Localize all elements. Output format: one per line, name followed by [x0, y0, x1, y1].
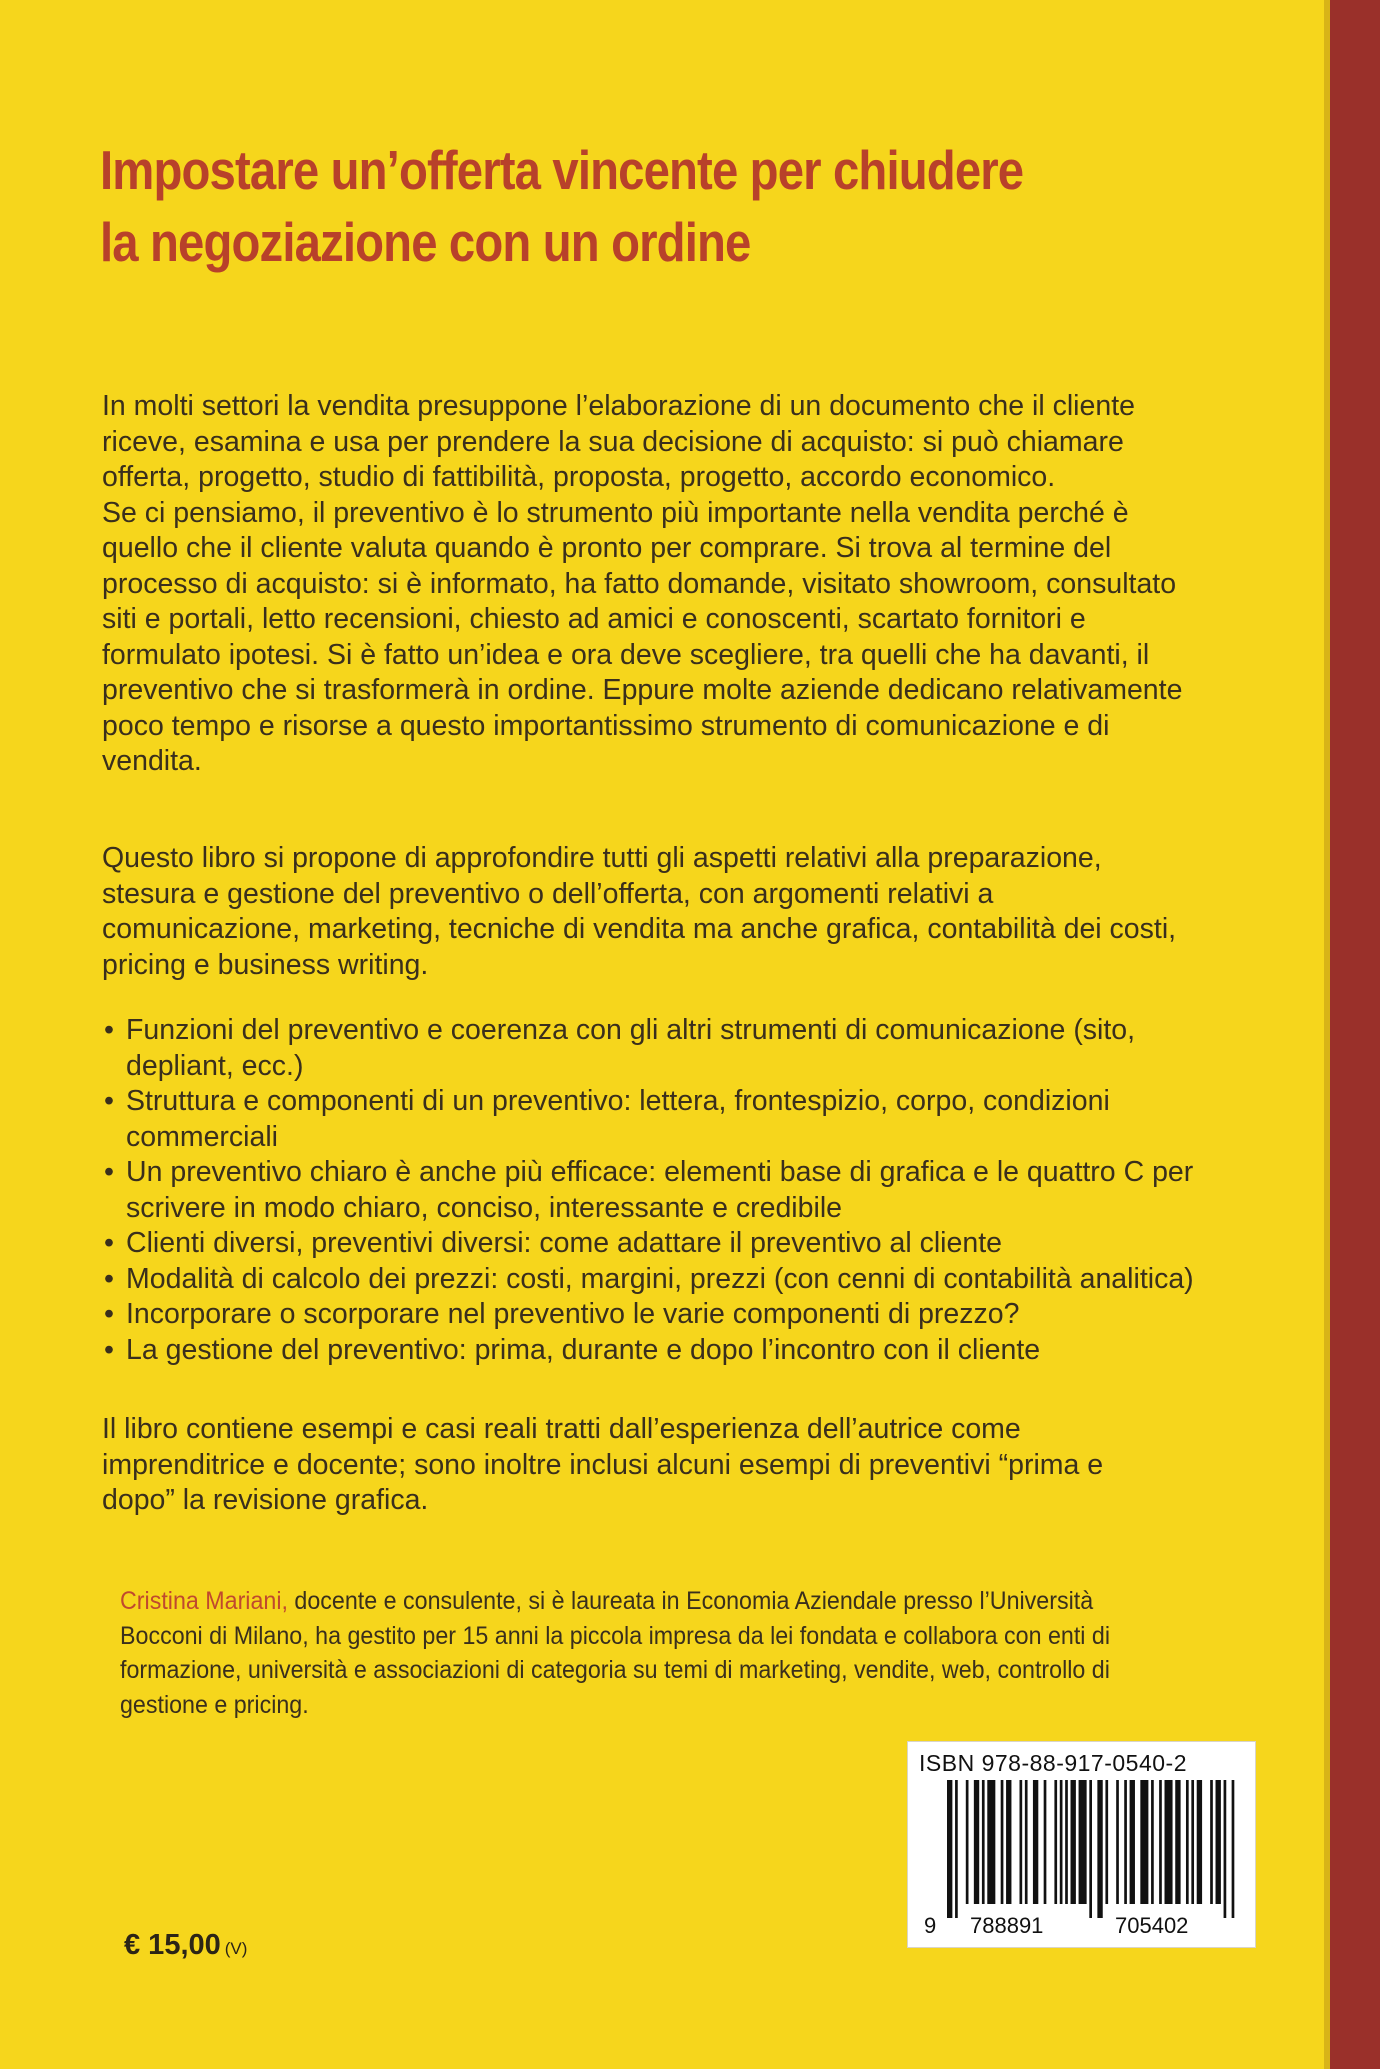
topic-line: • Clienti diversi, preventivi diversi: come adattare il preventivo al cliente — [126, 1227, 1002, 1259]
price-amount: € 15,00 — [124, 1929, 221, 1961]
topic-line: • Un preventivo chiaro è anche più efficace: elementi base di grafica e le quattro C per — [126, 1156, 1194, 1188]
intro-line: riceve, esamina e usa per prendere la sua decisione di acquisto: si può chiamare — [102, 425, 1124, 458]
topic-item — [102, 1333, 1252, 1369]
intro-line: poco tempo e risorse a questo importantissimo strumento di comunicazione e di — [102, 709, 1110, 742]
barcode-bar — [1054, 1780, 1057, 1904]
barcode-bar — [1124, 1780, 1127, 1904]
price-suffix: (V) — [224, 1939, 248, 1958]
price — [124, 1929, 247, 1962]
barcode-bar — [1079, 1780, 1087, 1904]
barcode-bar — [1186, 1780, 1189, 1904]
purpose-line: Questo libro si propone di approfondire tutti gli aspetti relativi alla preparazione, — [102, 842, 1102, 874]
barcode-bar — [1105, 1780, 1108, 1904]
barcode-bar — [966, 1780, 969, 1904]
topic-line: • Incorporare o scorporare nel preventivo le varie componenti di prezzo? — [126, 1298, 1020, 1330]
barcode-bar — [1065, 1780, 1068, 1904]
author-name: Cristina Mariani, — [120, 1587, 288, 1615]
isbn-text: ISBN 978-88-917-0540-2 — [919, 1750, 1187, 1776]
cover-title — [100, 134, 1098, 278]
barcode-label — [907, 1741, 1256, 1948]
barcode-bar — [1197, 1780, 1202, 1904]
barcode-bar — [1216, 1780, 1221, 1904]
barcode-bar — [1140, 1780, 1148, 1904]
topic-item — [102, 1262, 1252, 1298]
topic-item — [102, 1013, 1252, 1084]
topics-list — [102, 1013, 1252, 1368]
intro-paragraph — [102, 389, 1232, 780]
barcode-icon — [947, 1780, 1237, 1918]
barcode-bar — [987, 1780, 995, 1904]
author-bio-text: docente e consulente, si è laureata in Economia Aziendale presso l’Università — [287, 1587, 1094, 1615]
barcode-bar — [1071, 1780, 1076, 1904]
intro-line: siti e portali, letto recensioni, chiesto ad amici e conoscenti, scartato fornitori e — [102, 603, 1086, 635]
intro-line: In molti settori la vendita presuppone l’elaborazione di un documento che il cliente — [102, 390, 1135, 422]
barcode-bar — [1060, 1780, 1063, 1904]
intro-line: processo di acquisto: si è informato, ha fatto domande, visitato showroom, consultato — [102, 567, 1177, 600]
barcode-bar — [1210, 1780, 1213, 1904]
purpose-line: stesura e gestione del preventivo o dell’offerta, con argomenti relativi a — [102, 877, 994, 910]
barcode-bar — [1130, 1780, 1135, 1904]
purpose-line: pricing e business writing. — [102, 948, 429, 981]
barcode-bar — [1044, 1780, 1047, 1904]
barcode-bar — [1116, 1780, 1119, 1904]
barcode-bar — [1175, 1780, 1180, 1904]
topic-line: • La gestione del preventivo: prima, durante e dopo l’incontro con il cliente — [126, 1333, 1041, 1366]
barcode-bar — [1159, 1780, 1162, 1904]
barcode-bar — [1001, 1780, 1004, 1904]
barcode-bar — [1033, 1780, 1038, 1904]
examples-line: Il libro contiene esempi e casi reali tratti dall’esperienza dell’autrice come — [102, 1413, 1021, 1445]
intro-line: offerta, progetto, studio di fattibilità, proposta, progetto, accordo economico. — [102, 461, 1056, 493]
author-bio-line — [120, 1584, 1162, 1619]
title-line-1: Impostare un’offerta vincente per chiudere — [100, 139, 1024, 201]
topic-line: commerciali — [126, 1120, 279, 1153]
topic-line: • Funzioni del preventivo e coerenza con gli altri strumenti di comunicazione (sito, — [126, 1014, 1136, 1046]
examples-line: imprenditrice e docente; sono inoltre inclusi alcuni esempi di preventivi “prima e — [102, 1448, 1104, 1481]
barcode-bar — [1151, 1780, 1154, 1904]
author-bio — [120, 1584, 1162, 1722]
author-bio-line: formazione, università e associazioni di categoria su temi di marketing, vendite, web, controllo di — [120, 1656, 1110, 1684]
purpose-line: comunicazione, marketing, tecniche di vendita ma anche grafica, contabilità dei costi, — [102, 913, 1177, 945]
topic-line: • Modalità di calcolo dei prezzi: costi, margini, prezzi (con cenni di contabilità analitica) — [126, 1262, 1194, 1295]
barcode-bar — [1006, 1780, 1011, 1904]
barcode-bar — [1232, 1780, 1235, 1918]
barcode-bar — [1089, 1780, 1092, 1918]
barcode-bar — [1097, 1780, 1102, 1918]
author-bio-line: gestione e pricing. — [120, 1690, 309, 1719]
barcode-digit-first: 9 — [924, 1913, 937, 1938]
purpose-paragraph — [102, 841, 1232, 983]
examples-line: dopo” la revisione grafica. — [102, 1484, 429, 1516]
book-spine — [1330, 0, 1380, 2069]
barcode-digits-left: 788891 — [970, 1913, 1044, 1938]
barcode-bar — [974, 1780, 979, 1904]
topic-item — [102, 1297, 1252, 1333]
barcode-bar — [1224, 1780, 1227, 1918]
barcode-digits-right: 705402 — [1115, 1913, 1189, 1938]
barcode-bar — [1025, 1780, 1028, 1904]
barcode-bar — [1165, 1780, 1173, 1904]
topic-item — [102, 1084, 1252, 1155]
barcode-bar — [947, 1780, 952, 1918]
intro-line: Se ci pensiamo, il preventivo è lo strumento più importante nella vendita perché è — [102, 496, 1129, 529]
barcode-bar — [955, 1780, 958, 1918]
examples-paragraph — [102, 1412, 1232, 1519]
author-bio-line: Bocconi di Milano, ha gestito per 15 anni la piccola impresa da lei fondata e collabora con enti di — [120, 1621, 1111, 1650]
barcode-bar — [1020, 1780, 1023, 1904]
topic-item — [102, 1226, 1252, 1262]
topic-line: • Struttura e componenti di un preventivo: lettera, frontespizio, corpo, condizioni — [126, 1085, 1110, 1117]
topic-item — [102, 1155, 1252, 1226]
topic-line: scrivere in modo chiaro, conciso, interessante e credibile — [126, 1191, 843, 1224]
topic-line: depliant, ecc.) — [126, 1049, 304, 1082]
barcode-bar — [1191, 1780, 1194, 1904]
barcode-bar — [982, 1780, 985, 1904]
intro-line: preventivo che si trasformerà in ordine. Eppure molte aziende dedicano relativamente — [102, 674, 1183, 706]
intro-line: formulato ipotesi. Si è fatto un’idea e ora deve scegliere, tra quelli che ha davanti, il — [102, 638, 1150, 671]
intro-line: vendita. — [102, 745, 202, 777]
intro-line: quello che il cliente valuta quando è pronto per comprare. Si trova al termine del — [102, 532, 1112, 564]
title-line-2: la negoziazione con un ordine — [100, 211, 751, 273]
